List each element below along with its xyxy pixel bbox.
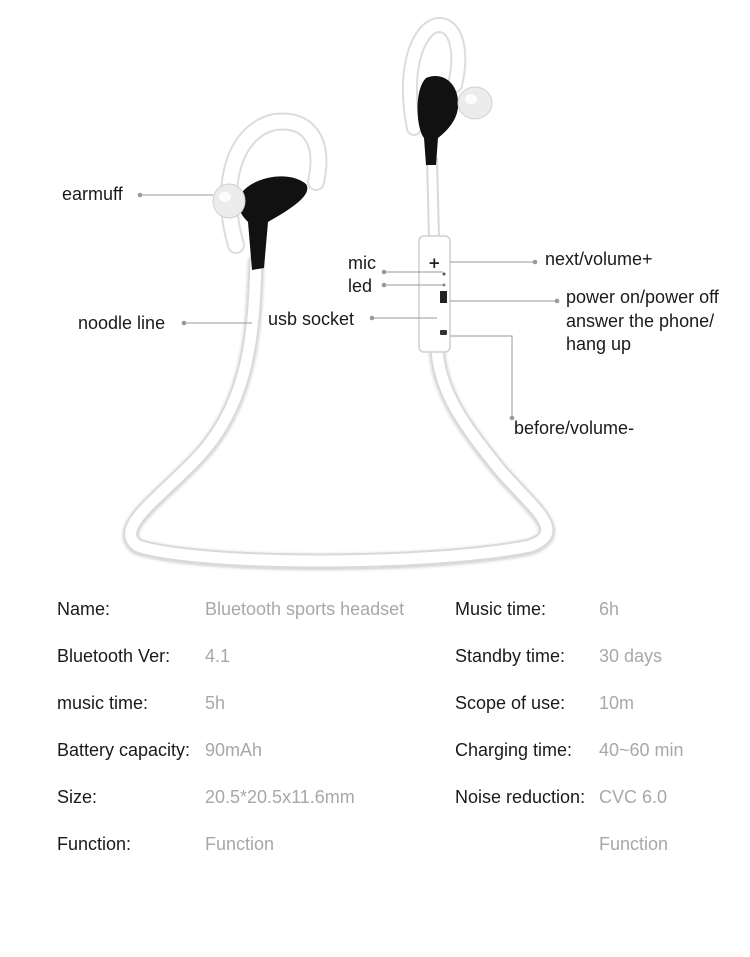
spec-value: Function	[599, 834, 669, 854]
spec-label: Standby time:	[455, 646, 566, 666]
right-earbud	[410, 25, 492, 165]
spec-label: Function:	[57, 834, 132, 854]
inline-remote	[419, 236, 450, 352]
spec-value: 40~60 min	[599, 740, 684, 760]
spec-value: 10m	[599, 693, 635, 713]
svg-text:+: +	[428, 254, 441, 272]
callout-before-volume: before/volume-	[514, 418, 635, 438]
spec-label: Scope of use:	[455, 693, 566, 713]
spec-value: 4.1	[205, 646, 231, 666]
spec-value: 6h	[599, 599, 620, 619]
callout-power-line3: hang up	[566, 334, 632, 354]
callout-power-line2: answer the phone/	[566, 311, 715, 331]
spec-value: Function	[205, 834, 275, 854]
spec-label: Battery capacity:	[57, 740, 191, 760]
callout-next-volume: next/volume+	[545, 249, 653, 269]
spec-label: Charging time:	[455, 740, 573, 760]
spec-value: 20.5*20.5x11.6mm	[205, 787, 355, 807]
callout-usb-socket: usb socket	[268, 309, 355, 329]
callout-power-line1: power on/power off	[566, 287, 719, 307]
callout-noodle-line: noodle line	[78, 313, 166, 333]
spec-label: music time:	[57, 693, 149, 713]
leader-lines	[140, 195, 557, 418]
leader-dots	[138, 193, 560, 421]
spec-value: CVC 6.0	[599, 787, 668, 807]
spec-value: 30 days	[599, 646, 663, 666]
spec-label: Bluetooth Ver:	[57, 646, 171, 666]
spec-value: Bluetooth sports headset	[205, 599, 405, 619]
noodle-cable	[131, 262, 547, 561]
spec-label: Music time:	[455, 599, 547, 619]
callout-earmuff: earmuff	[62, 184, 123, 204]
left-earbud	[213, 122, 318, 270]
spec-value: 90mAh	[205, 740, 263, 760]
callout-mic: mic	[348, 253, 376, 273]
spec-label: Name:	[57, 599, 111, 619]
spec-label: Size:	[57, 787, 98, 807]
callout-led: led	[348, 276, 373, 296]
spec-value: 5h	[205, 693, 226, 713]
spec-label: Noise reduction:	[455, 787, 586, 807]
